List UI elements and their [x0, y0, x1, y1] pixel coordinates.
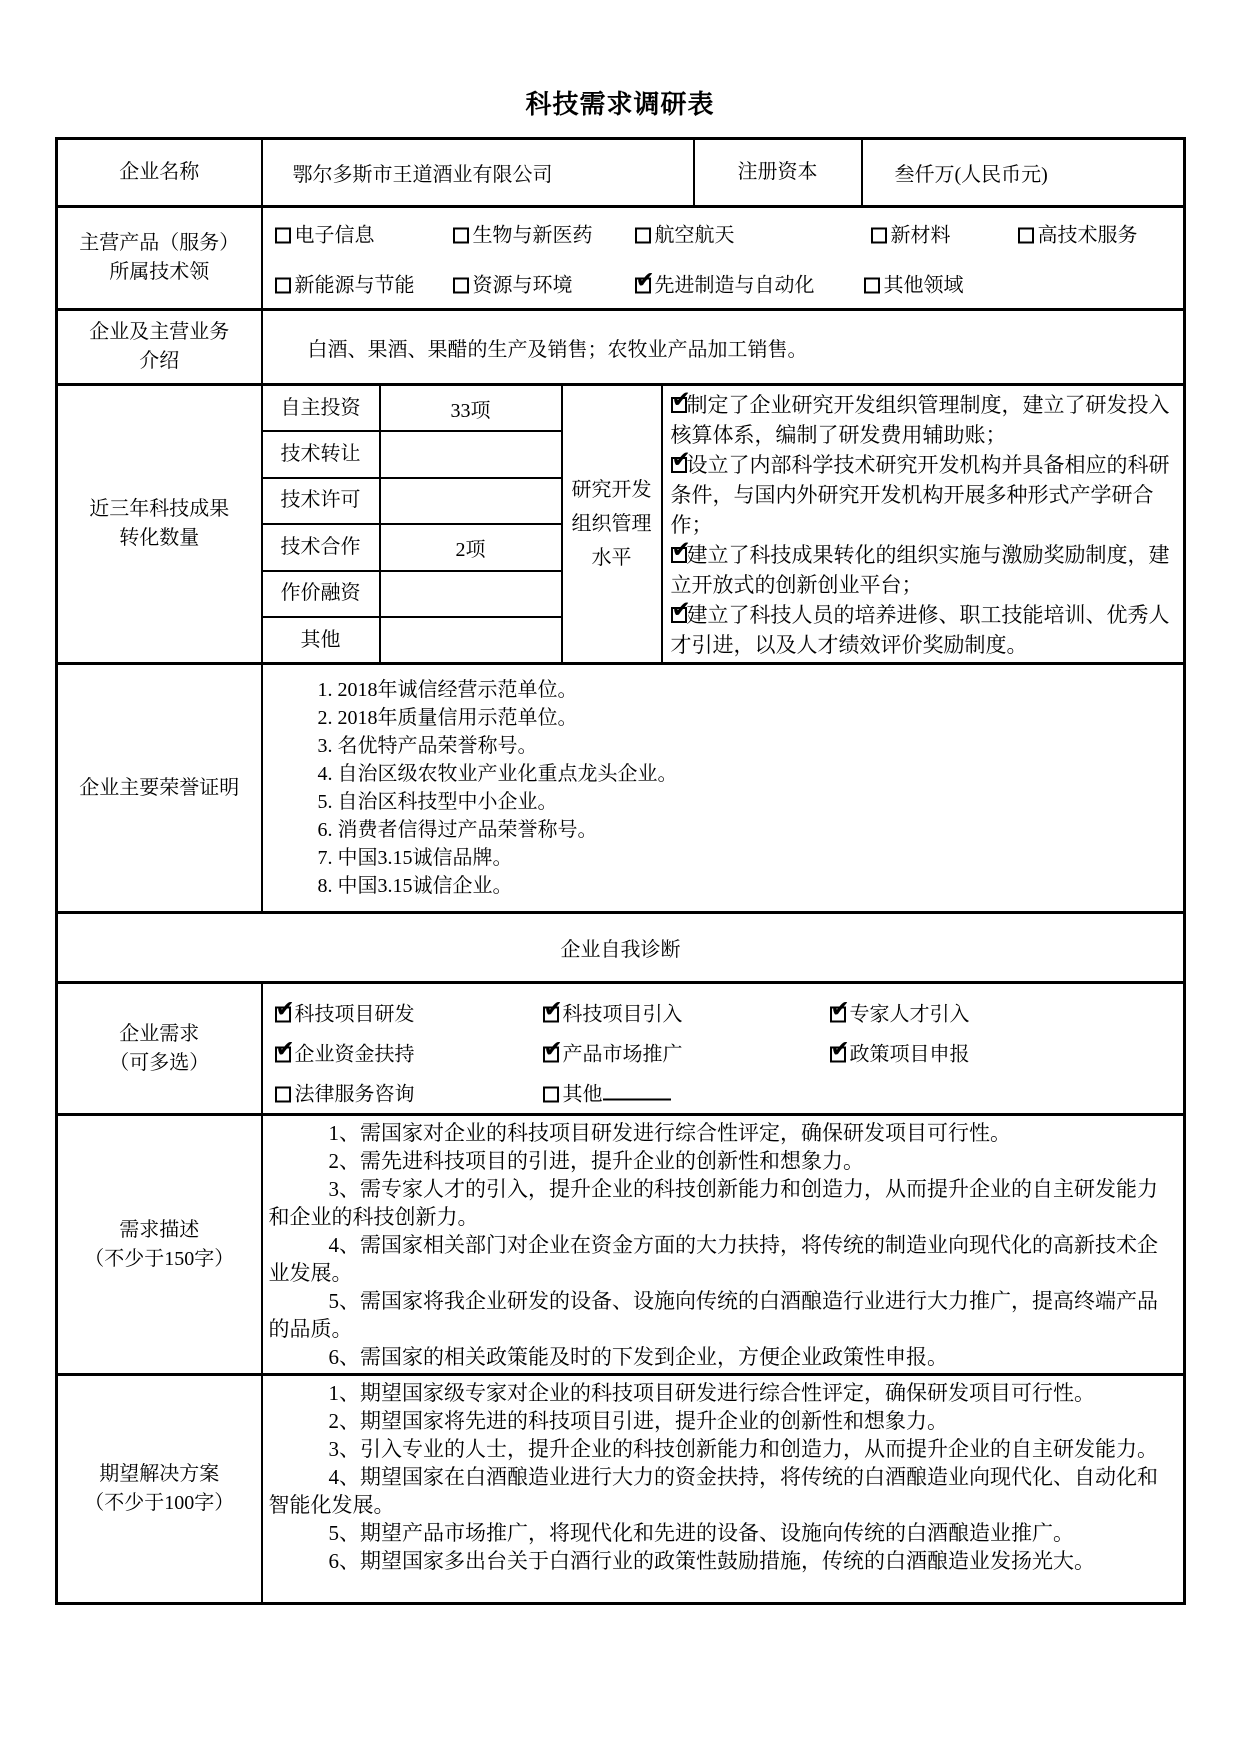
option-legal-consulting: 法律服务咨询	[275, 1077, 415, 1106]
checked-checkbox-icon	[830, 1006, 846, 1022]
option-new-energy: 新能源与节能	[275, 269, 415, 298]
option-resources-env: 资源与环境	[453, 269, 573, 298]
achievements-label: 近三年科技成果 转化数量	[57, 385, 262, 664]
solution-item: 5、期望产品市场推广，将现代化和先进的设备、设施向传统的白酒酿造业推广。	[328, 1521, 1074, 1545]
demand-item: 6、需国家的相关政策能及时的下发到企业，方便企业政策性申报。	[328, 1345, 948, 1369]
checkbox-icon	[864, 278, 880, 294]
honor-item: 6. 消费者信得过产品荣誉称号。	[317, 819, 598, 841]
demand-desc-text	[262, 1115, 1185, 1375]
achievement-value: 33项	[380, 385, 562, 432]
honor-item: 5. 自治区科技型中小企业。	[317, 791, 558, 813]
solution-item: 2、期望国家将先进的科技项目引进，提升企业的创新性和想象力。	[328, 1409, 948, 1433]
achievement-value	[380, 431, 562, 478]
row-honors	[57, 664, 1185, 913]
achievement-type-label: 技术许可	[262, 478, 380, 525]
option-policy-application: ✔ 政策项目申报	[830, 1037, 970, 1066]
rd-item: ✔建立了科技人员的培养进修、职工技能培训、优秀人才引进，以及人才绩效评价奖励制度。	[671, 600, 1176, 660]
achievement-type-label: 技术合作	[262, 524, 380, 571]
option-tech-project-rd: ✔科技项目研发	[275, 997, 415, 1026]
checked-checkbox-icon	[275, 1046, 291, 1062]
business-intro-label: 企业及主营业务 介绍	[57, 310, 262, 385]
blank-underline	[603, 1086, 671, 1100]
rd-management-text	[662, 385, 1185, 664]
page-title: 科技需求调研表	[525, 90, 715, 119]
checkbox-icon	[275, 228, 291, 244]
achievement-type-label: 作价融资	[262, 571, 380, 618]
checked-checkbox-icon	[671, 547, 687, 563]
demand-desc-label: 需求描述 （不少于150字）	[57, 1115, 262, 1375]
option-funding-support: ✔企业资金扶持	[275, 1037, 415, 1066]
checkbox-icon	[1018, 228, 1034, 244]
row-tech-field	[57, 207, 1185, 310]
checked-checkbox-icon	[830, 1046, 846, 1062]
achievement-value: 2项	[380, 524, 562, 571]
survey-form-table	[55, 137, 1186, 1605]
row-achievements	[57, 385, 1185, 432]
checkbox-icon	[453, 228, 469, 244]
achievement-type-label: 技术转让	[262, 431, 380, 478]
solution-item: 3、引入专业的人士，提升企业的科技创新能力和创造力，从而提升企业的自主研发能力。	[328, 1437, 1158, 1461]
demand-item: 3、需专家人才的引入，提升企业的科技创新能力和创造力，从而提升企业的自主研发能力和企业的科技创新力。	[268, 1177, 1158, 1229]
honor-item: 3. 名优特产品荣誉称号。	[317, 735, 538, 757]
checked-checkbox-icon	[671, 397, 687, 413]
checked-checkbox-icon	[671, 457, 687, 473]
company-name-value: 鄂尔多斯市王道酒业有限公司	[262, 139, 694, 207]
achievement-value	[380, 617, 562, 664]
expected-solution-label: 期望解决方案 （不少于100字）	[57, 1375, 262, 1604]
rd-management-label: 研究开发 组织管理 水平	[562, 385, 662, 664]
checkbox-icon	[871, 228, 887, 244]
achievement-value	[380, 571, 562, 618]
solution-item: 1、期望国家级专家对企业的科技项目研发进行综合性评定，确保研发项目可行性。	[328, 1381, 1095, 1405]
option-market-promotion: ✔ 产品市场推广	[543, 1037, 683, 1066]
row-company	[57, 139, 1185, 207]
rd-item: ✔设立了内部科学技术研究开发机构并具备相应的科研条件，与国内外研究开发机构开展多种形式产学研合作；	[671, 450, 1176, 540]
demand-item: 2、需先进科技项目的引进，提升企业的创新性和想象力。	[328, 1149, 864, 1173]
expected-solution-text	[262, 1375, 1185, 1604]
tech-field-label: 主营产品（服务） 所属技术领	[57, 207, 262, 310]
registered-capital-label: 注册资本	[694, 139, 862, 207]
checkbox-icon	[453, 278, 469, 294]
checked-checkbox-icon	[275, 1006, 291, 1022]
honors-list	[262, 664, 1185, 913]
honor-item: 4. 自治区级农牧业产业化重点龙头企业。	[317, 763, 678, 785]
checkbox-icon	[543, 1086, 559, 1102]
row-business-intro	[57, 310, 1185, 385]
option-aerospace: 航空航天	[635, 219, 735, 248]
honor-item: 7. 中国3.15诚信品牌。	[317, 847, 513, 869]
honors-label: 企业主要荣誉证明	[57, 664, 262, 913]
checkbox-icon	[635, 228, 651, 244]
achievement-type-label: 自主投资	[262, 385, 380, 432]
honor-item: 2. 2018年质量信用示范单位。	[317, 707, 578, 729]
row-self-diagnosis	[57, 913, 1185, 983]
option-tech-project-intro: ✔ 科技项目引入	[543, 997, 683, 1026]
option-bio-medicine: 生物与新医药	[453, 219, 593, 248]
option-hightech-service: 高技术服务	[1018, 219, 1138, 248]
rd-item: ✔制定了企业研究开发组织管理制度，建立了研发投入核算体系，编制了研发费用辅助账；	[671, 390, 1176, 450]
checked-checkbox-icon	[543, 1006, 559, 1022]
company-name-label: 企业名称	[57, 139, 262, 207]
honor-item: 1. 2018年诚信经营示范单位。	[317, 679, 578, 701]
row-expected-solution	[57, 1375, 1185, 1604]
self-diagnosis-header: 企业自我诊断	[57, 913, 1185, 983]
honor-item: 8. 中国3.15诚信企业。	[317, 875, 513, 897]
demand-item: 1、需国家对企业的科技项目研发进行综合性评定，确保研发项目可行性。	[328, 1121, 1011, 1145]
needs-label: 企业需求 （可多选）	[57, 983, 262, 1115]
demand-item: 4、需国家相关部门对企业在资金方面的大力扶持，将传统的制造业向现代化的高新技术企业发展。	[268, 1233, 1158, 1285]
row-demand-desc	[57, 1115, 1185, 1375]
option-advanced-manufacturing: ✔ 先进制造与自动化	[635, 269, 815, 298]
option-electronic-info: 电子信息	[275, 219, 375, 248]
needs-options	[262, 983, 1185, 1115]
tech-field-options	[262, 207, 1185, 310]
registered-capital-value: 叁仟万(人民币元)	[862, 139, 1185, 207]
checked-checkbox-icon	[543, 1046, 559, 1062]
achievement-type-label: 其他	[262, 617, 380, 664]
row-needs	[57, 983, 1185, 1115]
rd-item: ✔建立了科技成果转化的组织实施与激励奖励制度，建立开放式的创新创业平台；	[671, 540, 1176, 600]
demand-item: 5、需国家将我企业研发的设备、设施向传统的白酒酿造行业进行大力推广，提高终端产品的品质。	[268, 1289, 1158, 1341]
business-intro-text: 白酒、果酒、果醋的生产及销售；农牧业产品加工销售。	[262, 310, 1185, 385]
solution-item: 4、期望国家在白酒酿造业进行大力的资金扶持，将传统的白酒酿造业向现代化、自动化和智能化发展。	[268, 1465, 1158, 1517]
achievement-value	[380, 478, 562, 525]
checkbox-icon	[275, 278, 291, 294]
checked-checkbox-icon	[635, 278, 651, 294]
solution-item: 6、期望国家多出台关于白酒行业的政策性鼓励措施，传统的白酒酿造业发扬光大。	[328, 1549, 1095, 1573]
option-new-materials: 新材料	[871, 219, 951, 248]
option-expert-talent: ✔ 专家人才引入	[830, 997, 970, 1026]
option-other-need: 其他	[543, 1077, 671, 1106]
checked-checkbox-icon	[671, 607, 687, 623]
option-other-field: 其他领域	[864, 269, 964, 298]
checkbox-icon	[275, 1086, 291, 1102]
